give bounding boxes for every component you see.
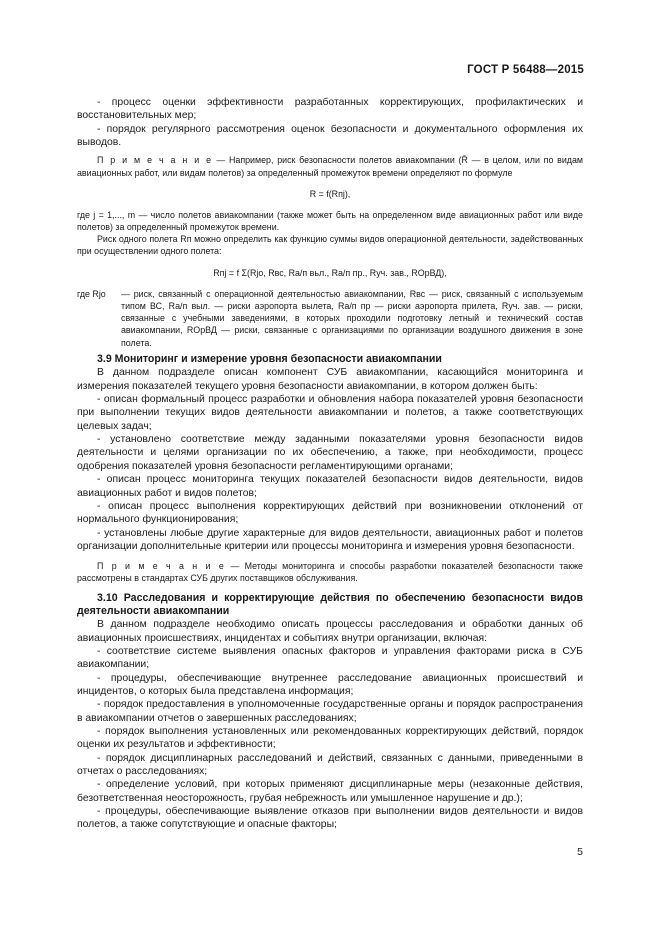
list-item: - установлены любые другие характерные для видов деятельности, авиационных работ и полетов организации дополнительные критерии или процессы мониторинга и измерения уровня безопасности. bbox=[77, 527, 583, 552]
list-item: - описан процесс мониторинга текущих показателей безопасности видов деятельности, видов авиационных работ и видов полетов; bbox=[77, 474, 583, 499]
list-item: - порядок дисциплинарных расследований и действий, связанных с данными, приведенными в отчетах о расследованиях; bbox=[77, 752, 583, 778]
paragraph: В данном подразделе описан компонент СУБ авиакомпании, касающийся мониторинга и измерения показателей текущего уровня безопасности авиакомпании, в котором должен быть: bbox=[77, 367, 583, 392]
list-item: - определение условий, при которых применяют дисциплинарные меры (незаконные действия, безответственная неосторожность, грубая небрежность или умышленное нарушение и др.); bbox=[77, 779, 583, 804]
formula-risk-per-flight: Rпj = f Σ(Rjo, Rвс, Rа/п вьл., Rа/п пр., Rуч. зав., RОрВД), bbox=[213, 267, 447, 278]
formula-where-clause: где j = 1,..., m — число полетов авиакомпании (также может быть на определенном виде авиационных работ или виде полетов) за определенный промежуток времени. bbox=[77, 209, 583, 232]
list-item: - порядок регулярного рассмотрения оценок безопасности и документального оформления их выводов. bbox=[77, 123, 583, 149]
note-paragraph bbox=[77, 560, 583, 584]
formula-risk-total: R = f(Rпj), bbox=[309, 188, 351, 199]
list-item: - процедуры, обеспечивающие внутреннее расследование авиационных происшествий и инцидентов, о которых была представлена информация; bbox=[77, 672, 583, 698]
risk-definition-text: Риск одного полета Rп можно определить как функцию суммы видов операционной деятельности, задействованных при осуществлении одного полета: bbox=[77, 234, 583, 257]
list-item: - порядок выполнения установленных или рекомендованных корректирующих действий, порядок оценки их результатов и эффективности; bbox=[77, 726, 583, 751]
list-item: - процесс оценки эффективности разработанных корректирующих, профилактических и восстановительных мер; bbox=[77, 97, 583, 122]
list-item: - порядок предоставления в уполномоченные государственные органы и порядок распространения в авиакомпании отчетов о завершенных расследованиях; bbox=[77, 699, 583, 724]
paragraph: В данном подразделе необходимо описать процессы расследования и обработки данных об авиационных происшествиях, инцидентах и событиях внутри организации, включая: bbox=[77, 619, 583, 644]
document-id-header: ГОСТ Р 56488—2015 bbox=[467, 64, 584, 76]
note-text: — Методы мониторинга и способы разработки показателей безопасности также рассмотрены в стандартах СУБ других поставщиков обслуживания. bbox=[77, 561, 583, 584]
note-label: П р и м е ч а н и е bbox=[97, 155, 213, 166]
note-paragraph bbox=[77, 154, 583, 178]
list-item: - процедуры, обеспечивающие выявление отказов при выполнении видов деятельности и видов полетов, а также сопутствующие и опасные факторы; bbox=[77, 806, 583, 831]
note-text: — Например, риск безопасности полетов авиакомпании (R̄ — в целом, или по видам авиационных работ, или видам полетов) за определенный промежуток времени определяют по формуле bbox=[77, 155, 583, 178]
page-number: 5 bbox=[577, 846, 583, 858]
list-item: - соответствие системе выявления опасных факторов и управления факторами риска в СУБ авиакомпании; bbox=[77, 646, 583, 671]
list-item: - установлено соответствие между заданными показателями уровня безопасности видов деятельности и целями организации по их обеспечению, а также, при необходимости, процесс одобрения показателей уровня безопасности регламентирующими органами; bbox=[77, 434, 583, 472]
document-body bbox=[77, 96, 583, 832]
section-heading-3-9: 3.9 Мониторинг и измерение уровня безопасности авиакомпании bbox=[97, 353, 442, 366]
note-label: П р и м е ч а н и е bbox=[97, 561, 226, 572]
where-lead: где Rjo bbox=[77, 288, 106, 299]
where-body: — риск, связанный с операционной деятельностью авиакомпании, Rвс — риск, связанный с используемым типом ВС, Rа/п выл. — риски аэропорта вылета, Rа/п пр — риски аэропорта прилета, Rуч. зав. — риски, связанные с учебными заведениями, в которых проходили подготовку летный и технический состав авиакомпании, RОрВД — риски, связанные с организациями по организации воздушного движения в зоне полета. bbox=[121, 288, 583, 348]
section-heading-3-10: 3.10 Расследования и корректирующие действия по обеспечению безопасности видов деятельности авиакомпании bbox=[77, 591, 583, 617]
list-item: - описан процесс выполнения корректирующих действий при возникновении отклонений от нормального функционирования; bbox=[77, 500, 583, 526]
list-item: - описан формальный процесс разработки и обновления набора показателей уровня безопасности при выполнении текущих видов деятельности авиакомпании и полетов, а также соответствующих целевых задач; bbox=[77, 394, 583, 432]
formula-variables-list bbox=[77, 288, 583, 349]
